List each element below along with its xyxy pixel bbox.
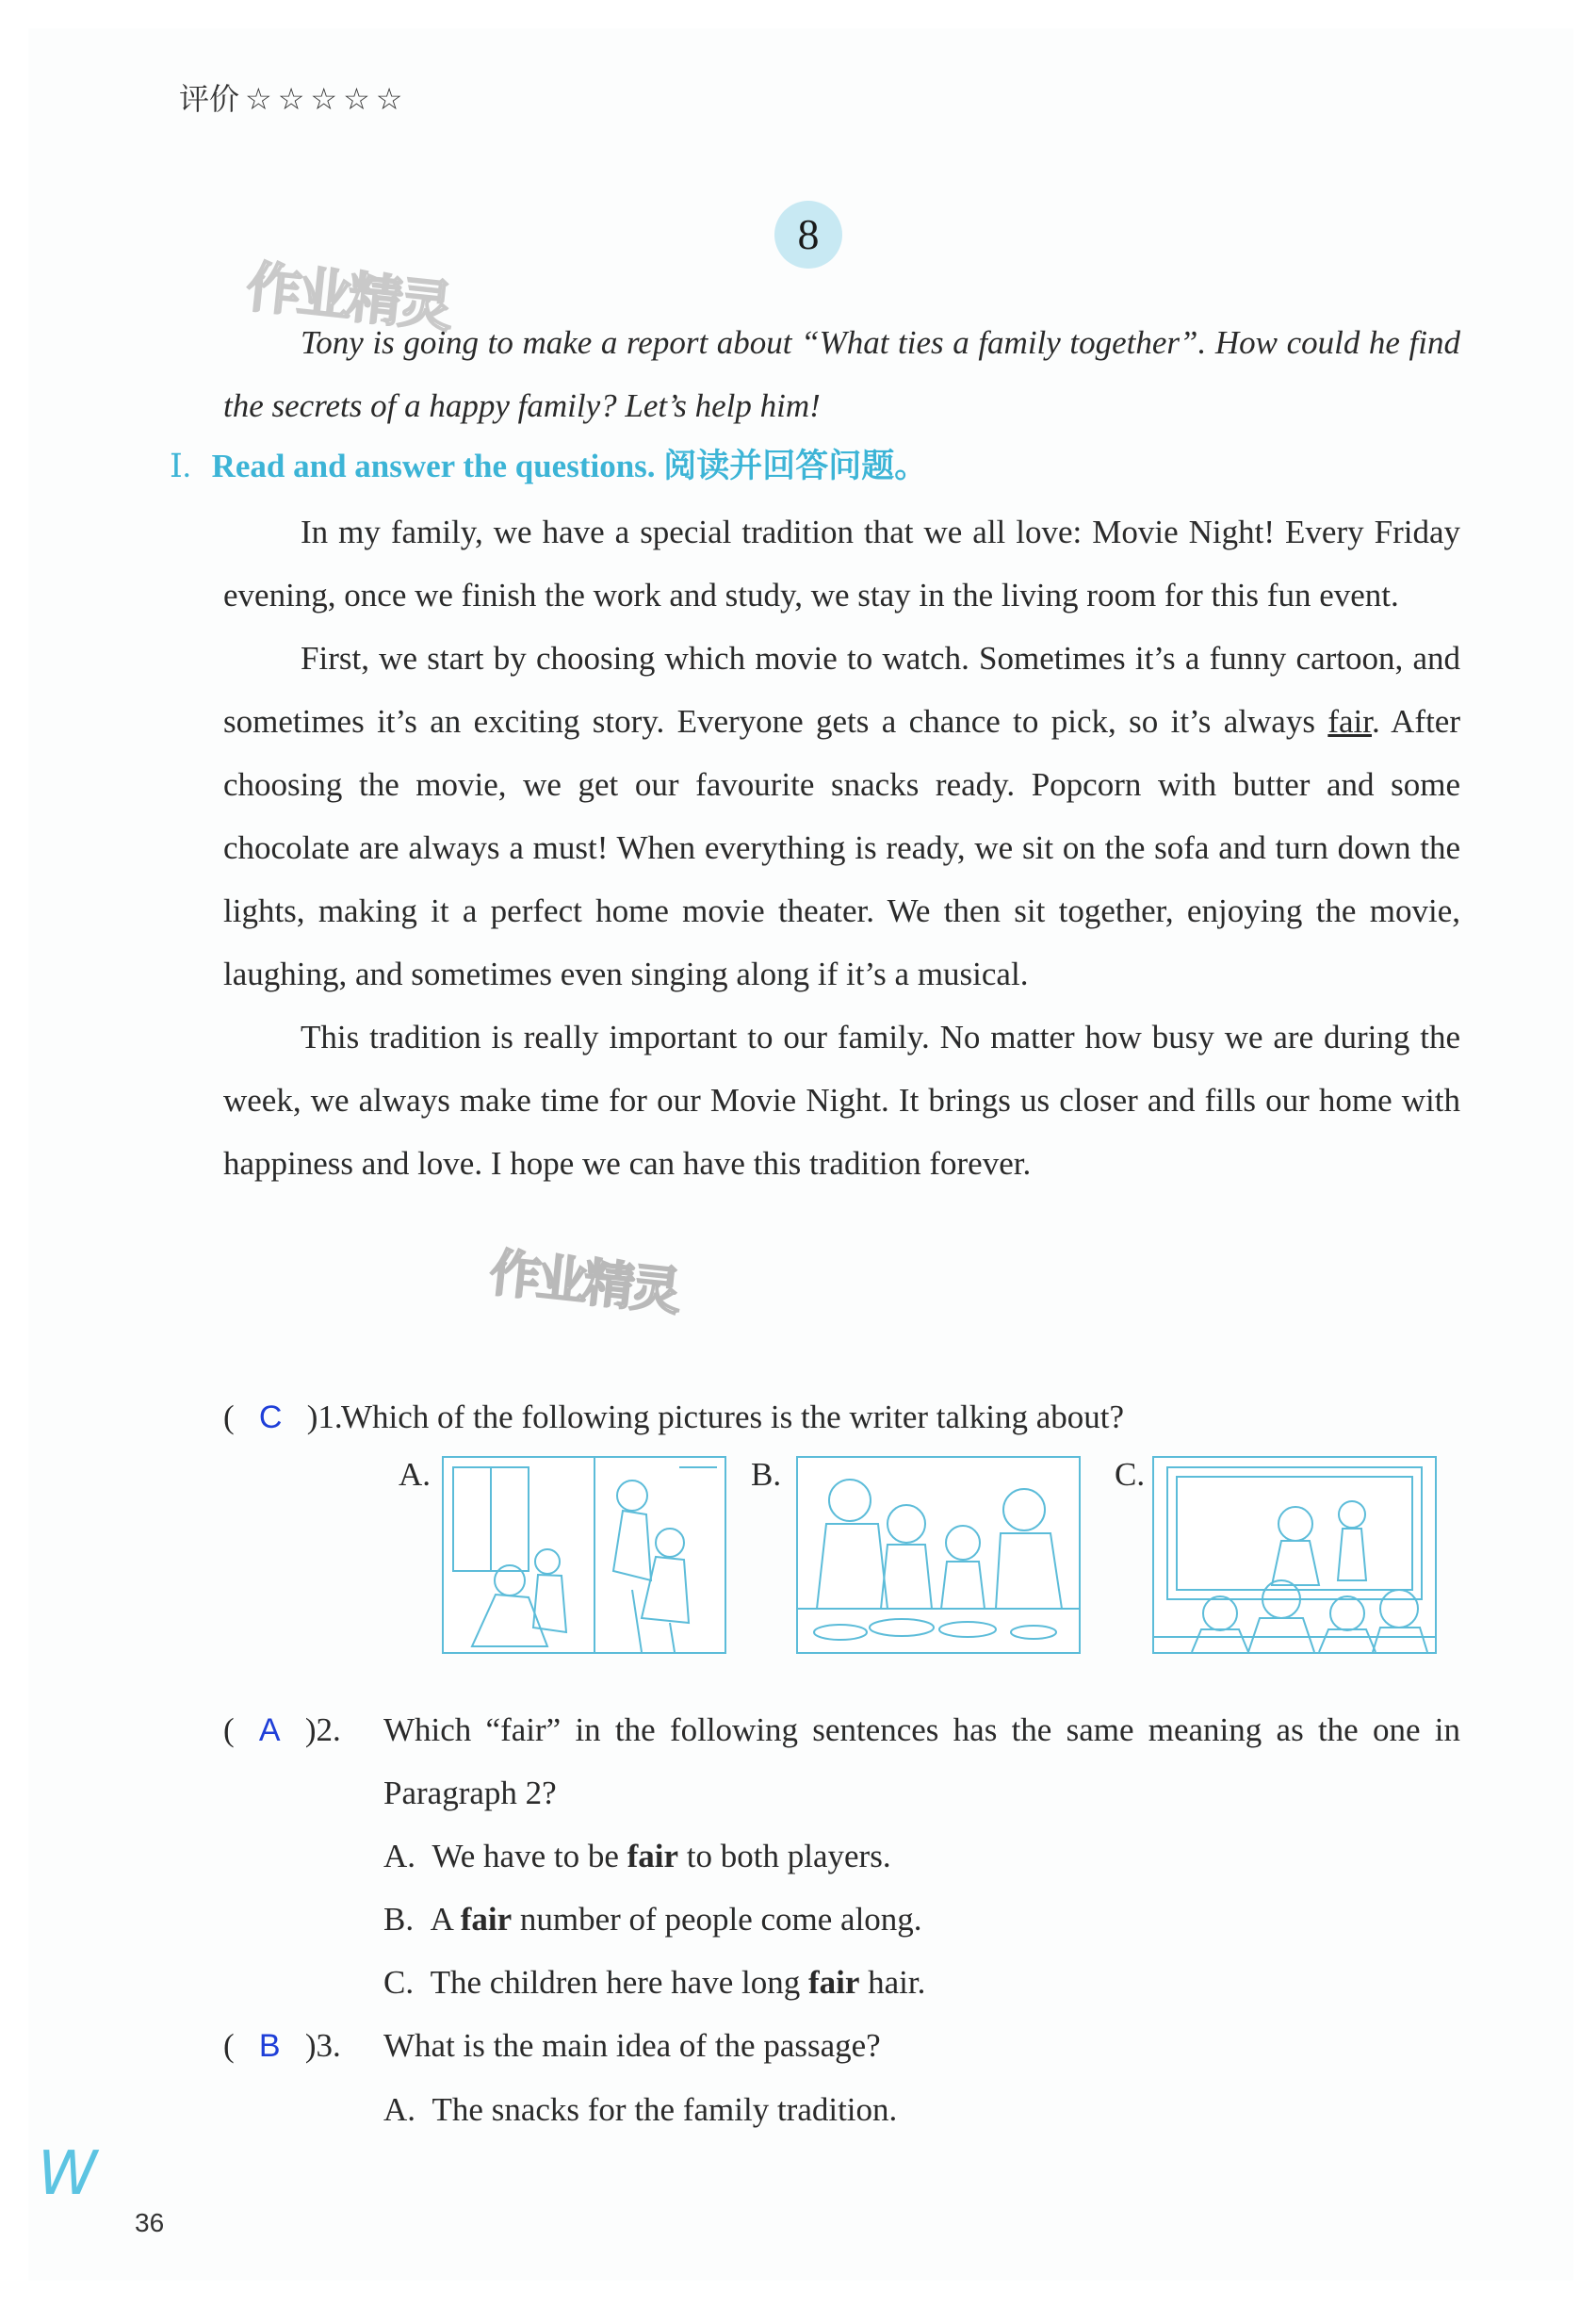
unit-number-badge: 8: [774, 201, 842, 269]
question-text: What is the main idea of the passage?: [383, 2027, 881, 2064]
question-2: [223, 1698, 1460, 2014]
picture-label: B.: [751, 1456, 782, 1493]
section-instruction: Read and answer the questions. 阅读并回答问题。: [211, 448, 928, 484]
picture-options: [223, 1456, 1460, 1673]
rating-stars[interactable]: ☆☆☆☆☆: [245, 81, 409, 117]
question-text: Which “fair” in the following sentences has the same meaning as the one in Paragraph 2?: [383, 1711, 1460, 1811]
question-1: [223, 1385, 1460, 1449]
answer-bracket[interactable]: ( C )1.: [223, 1399, 343, 1435]
reading-passage: [223, 500, 1460, 1195]
paragraph-1: In my family, we have a special tradition that we all love: Movie Night! Every Friday evening, once we finish the work and study, we stay in the living room for this fun event.: [223, 514, 1460, 614]
section-title: [170, 440, 927, 487]
corner-mark: W: [38, 2139, 98, 2209]
section-number: Ⅰ.: [170, 448, 191, 484]
answer-bracket[interactable]: ( A )2.: [223, 1711, 341, 1748]
picture-family-dinner: [796, 1456, 1081, 1654]
question-3-stem: [223, 2014, 1460, 2078]
picture-label: C.: [1115, 1456, 1146, 1493]
answer: B: [258, 2028, 281, 2064]
question-text: Which of the following pictures is the writer talking about?: [341, 1399, 1125, 1435]
picture-family-watching-movie: [1152, 1456, 1437, 1654]
watermark: 作业精灵: [486, 1242, 681, 1322]
rating: [179, 75, 408, 119]
rating-label: 评价: [179, 81, 240, 117]
paragraph-3: This tradition is really important to our family. No matter how busy we are during the week, we always make time for our Movie Night. It brings us closer and fills our home with happiness and love. I hope we can have this tradition forever.: [223, 1019, 1460, 1182]
option-a[interactable]: A. The snacks for the family tradition.: [383, 2091, 898, 2128]
question-3: [223, 2014, 1460, 2141]
picture-label: A.: [399, 1456, 432, 1493]
paragraph-2: First, we start by choosing which movie to watch. Sometimes it’s a funny cartoon, and sometimes it’s an exciting story. Everyone gets a chance to pick, so it’s always fair. After choosing the movie, we get our favourite snacks ready. Popcorn with butter and some chocolate are always a must! When everything is ready, we sit on the sofa and turn down the lights, making it a perfect home movie theater. We then sit together, enjoying the movie, laughing, and sometimes even singing along if it’s a musical.: [223, 640, 1460, 992]
underlined-word-fair: fair: [1327, 703, 1372, 740]
watermark: 作业精灵: [243, 254, 453, 340]
question-2-stem: [223, 1698, 1460, 1824]
picture-family-dancing: [442, 1456, 726, 1654]
intro-text: Tony is going to make a report about “What ties a family together”. How could he find the secrets of a happy family? Let’s help him!: [223, 324, 1460, 424]
option-c[interactable]: C. The children here have long fair hair.: [383, 1964, 926, 2001]
answer: C: [258, 1399, 283, 1435]
option-a[interactable]: A. We have to be fair to both players.: [383, 1838, 891, 1874]
answer: A: [258, 1712, 281, 1748]
page-number: 36: [135, 2208, 165, 2237]
option-b[interactable]: B. A fair number of people come along.: [383, 1901, 922, 1938]
answer-bracket[interactable]: ( B )3.: [223, 2027, 341, 2064]
